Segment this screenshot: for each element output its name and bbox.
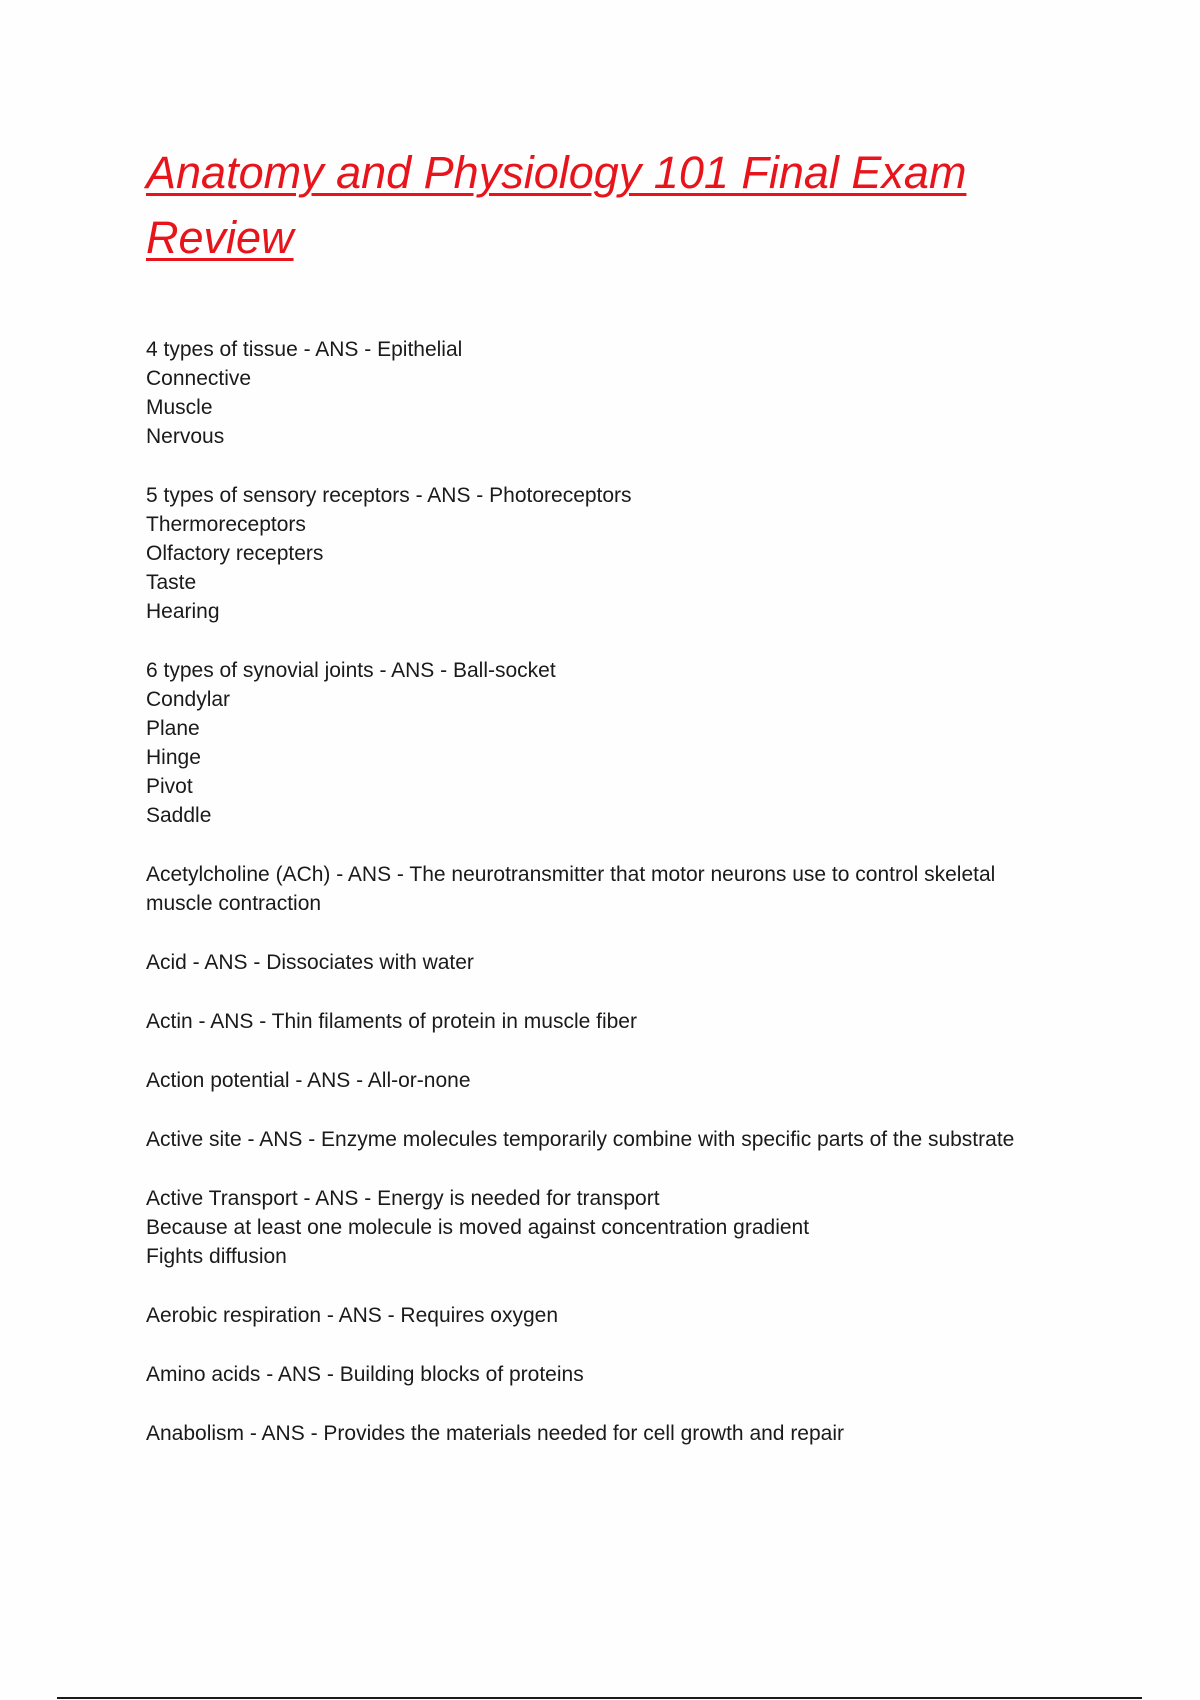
- flashcard-entry: [146, 948, 1106, 977]
- flashcard-entry: [146, 656, 1106, 830]
- flashcard-entry: [146, 860, 1106, 918]
- entry-line: 6 types of synovial joints - ANS - Ball-socket: [146, 659, 556, 682]
- entry-line: Olfactory recepters: [146, 542, 324, 565]
- entry-line: Active site - ANS - Enzyme molecules temporarily combine with specific parts of the substrate: [146, 1128, 1015, 1151]
- entry-line: Taste: [146, 571, 197, 594]
- entry-line: muscle contraction: [146, 892, 322, 915]
- entry-line: Connective: [146, 367, 252, 390]
- entry-line: 5 types of sensory receptors - ANS - Photoreceptors: [146, 484, 632, 507]
- entry-line: Nervous: [146, 425, 225, 448]
- flashcard-entry: [146, 335, 1106, 451]
- entry-line: Because at least one molecule is moved against concentration gradient: [146, 1216, 810, 1239]
- page-bottom-rule: [57, 1697, 1142, 1699]
- entry-line: Fights diffusion: [146, 1245, 287, 1268]
- flashcard-entry: [146, 1184, 1106, 1271]
- document-title: Anatomy and Physiology 101 Final Exam Review: [146, 147, 967, 263]
- flashcard-entry: [146, 1125, 1106, 1154]
- entry-line: Anabolism - ANS - Provides the materials needed for cell growth and repair: [146, 1422, 845, 1445]
- entry-line: Actin - ANS - Thin filaments of protein in muscle fiber: [146, 1010, 637, 1033]
- entry-line: Thermoreceptors: [146, 513, 306, 536]
- entry-line: Plane: [146, 717, 200, 740]
- flashcard-entry: [146, 1301, 1106, 1330]
- entry-line: Condylar: [146, 688, 231, 711]
- entry-line: 4 types of tissue - ANS - Epithelial: [146, 338, 463, 361]
- flashcard-list: [146, 335, 1106, 1478]
- entry-line: Hearing: [146, 600, 220, 623]
- entry-line: Amino acids - ANS - Building blocks of proteins: [146, 1363, 584, 1386]
- entry-line: Saddle: [146, 804, 212, 827]
- flashcard-entry: [146, 1419, 1106, 1448]
- entry-line: Action potential - ANS - All-or-none: [146, 1069, 471, 1092]
- flashcard-entry: [146, 481, 1106, 626]
- entry-line: Pivot: [146, 775, 193, 798]
- flashcard-entry: [146, 1007, 1106, 1036]
- entry-line: Aerobic respiration - ANS - Requires oxygen: [146, 1304, 559, 1327]
- entry-line: Hinge: [146, 746, 201, 769]
- entry-line: Acetylcholine (ACh) - ANS - The neurotransmitter that motor neurons use to control skeletal: [146, 863, 996, 886]
- flashcard-entry: [146, 1360, 1106, 1389]
- entry-line: Acid - ANS - Dissociates with water: [146, 951, 474, 974]
- entry-line: Muscle: [146, 396, 213, 419]
- entry-line: Active Transport - ANS - Energy is needed for transport: [146, 1187, 660, 1210]
- flashcard-entry: [146, 1066, 1106, 1095]
